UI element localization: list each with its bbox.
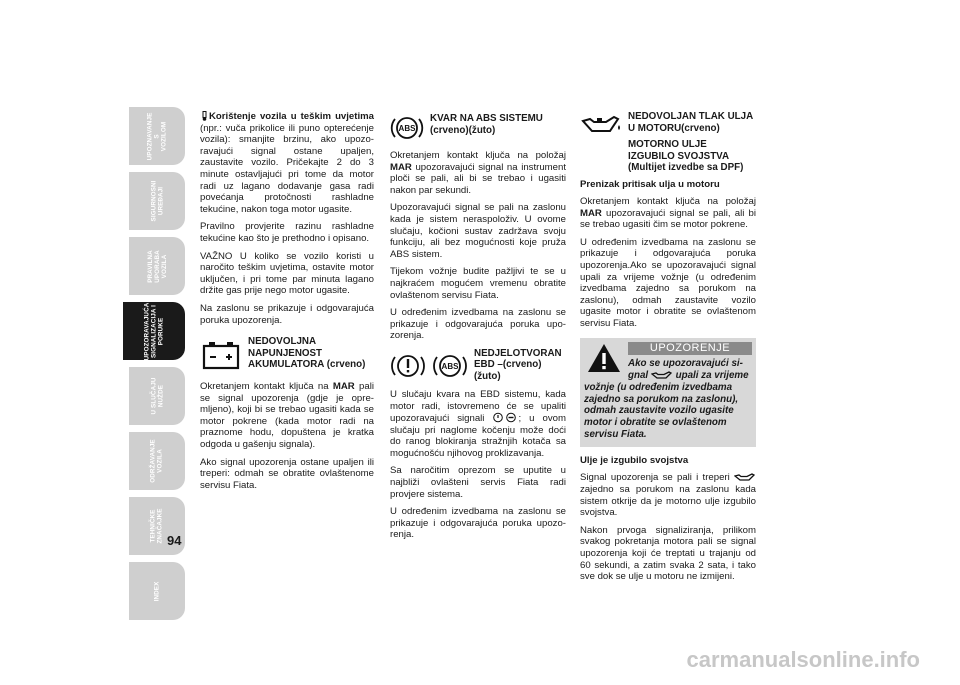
warning-text: Ako se upozoravajući signal upali za vrijeme vožnje (u određenim izvedbama zajedno sa porukom na zaslonu), odmah zaustavite vozilo ugasite motor i obratite se ovlaštenom servisu Fiata. xyxy=(584,358,749,440)
abs-heading: KVAR NA ABS SISTEMU (crveno)(žuto) xyxy=(430,113,543,136)
paragraph: U određenim izvedbama na zaslonu se prikazuje i odgovarajuća poruka upozorenja. xyxy=(390,506,566,541)
thermometer-icon xyxy=(200,111,209,121)
paragraph: Na zaslonu se prikazuje i odgovarajuća poruka upozorenja. xyxy=(200,302,374,326)
column-2 xyxy=(390,111,566,547)
tab-pravilna[interactable]: PRAVILNA UPORABA VOZILA xyxy=(129,237,185,295)
chapter-sidebar xyxy=(129,107,185,627)
column-3 xyxy=(580,111,756,589)
warning-triangle-icon xyxy=(586,342,622,374)
subheading: Prenizak pritisak ulja u motoru xyxy=(580,178,720,190)
paragraph: U slučaju kvara na EBD sistemu, kada motor radi, istovremeno će se upaliti upozoravajući signali ; u ovom slučaju pri naglome kočenju može doći do ranog blokiranja stražnjih kotača sa mogućnošću njihovog proklizavanja. xyxy=(390,388,566,459)
paragraph: Ako signal upozorenja ostane upaljen ili treperi: odmah se obratite ovlaštenome servisu Fiata. xyxy=(200,456,374,491)
tab-sigurnosni[interactable]: SIGURNOSNI UREĐAJI xyxy=(129,172,185,230)
tab-index[interactable]: INDEX xyxy=(129,562,185,620)
warning-title: UPOZORENJE xyxy=(628,342,752,356)
tab-upoznavanje[interactable]: UPOZNAVANJE S VOZILOM xyxy=(129,107,185,165)
paragraph: Okretanjem kontakt ključa na položaj MAR upozoravajući signal na instrument ploči se pali, ali bi se trebao i ugasiti nakon par sekundi. xyxy=(390,150,566,196)
svg-text:ABS: ABS xyxy=(441,361,459,371)
column-1 xyxy=(200,111,374,497)
page-number: 94 xyxy=(167,533,182,548)
ebd-heading: NEDJELOTVORAN EBD –(crveno)(žuto) xyxy=(474,347,562,382)
tab-u-slucaju[interactable]: U SLUČAJU NUŽDE xyxy=(129,367,185,425)
abs-warning-icon xyxy=(390,111,424,145)
paragraph: Tijekom vožnje budite pažljivi te se u najkraćem mogućem vremenu obratite ovlaštenom servisu Fiata. xyxy=(390,266,566,301)
oil-section xyxy=(580,111,756,174)
battery-section xyxy=(200,336,374,376)
paragraph: VAŽNO U koliko se vozilo koristi u naročito teškim uvjetima, ostavite motor uključen, i pri tome par minuta lagano držite gas prije nego motor ugasite. xyxy=(200,250,374,297)
tab-tehnicke[interactable]: TEHNIČKE ZNAČAJKE xyxy=(129,497,185,555)
paragraph: Upozoravajući signal se pali na zaslonu kada je sistem neraspoloživ. U ovome slučaju, kočioni sustav zadržava svoju funkciju, ali bez mogućnosti koje pruža ABS sistem. xyxy=(390,202,566,260)
svg-text:ABS: ABS xyxy=(398,124,416,133)
oil-can-icon xyxy=(580,111,622,139)
brake-warning-icon xyxy=(390,348,426,384)
paragraph: Okretanjem kontakt ključa na položaj MAR upozoravajući signal se pali, ali bi se trebao ugasiti čim se motor pokrene. xyxy=(580,196,756,231)
battery-heading: NEDOVOLJNA NAPUNJENOST AKUMULATORA (crveno) xyxy=(248,336,366,371)
paragraph: Pravilno provjerite razinu rashladne tekućine kao što je prethodno i opisano. xyxy=(200,221,374,244)
paragraph: U određenim izvedbama na zaslonu se prikazuje i odgovarajuća poruka upozorenja.Ako se upozoravajući signal upali za vrijeme vožnje (u određenim izvedbama zajedno sa porukom na zaslonu), odmah zaustavite vozilo ugasite motor i obratite se ovlaštenom servisu Fiata. xyxy=(580,236,756,330)
oil-lost-heading: MOTORNO ULJE IZGUBILO SVOJSTVA (Multijet izvedbe sa DPF) xyxy=(628,139,744,173)
brake-abs-inline-icon xyxy=(492,412,518,423)
oil-can-inline-icon xyxy=(651,370,673,380)
oil-can-inline-icon xyxy=(734,472,756,482)
tab-upozoravajuca[interactable]: UPOZORAVAJUĆA SIGNALIZACIJA I PORUKE xyxy=(123,302,185,360)
tab-odrzavanje[interactable]: ODRŽAVANJE VOZILA xyxy=(129,432,185,490)
ebd-section xyxy=(390,348,566,384)
abs-section xyxy=(390,111,566,145)
paragraph: Nakon prvoga signaliziranja, prilikom svakog pokretanja motora pali se signal upozorenja koji će treptati u trajanju od 60 sekundi, a zatim svaka 2 sata, i tako sve dok se ulje u motoru ne izmijeni. xyxy=(580,524,756,583)
paragraph: Sa naročitim oprezom se uputite u najbliži ovlašteni servis Fiata radi provjere sistema. xyxy=(390,465,566,500)
paragraph: Korištenje vozila u teškim uvjetima (npr.: vuča prikolice ili puno opterećenje vozila): smanjite brzinu, ako upozoravajući signal ostane upaljen, zaustavite vozilo. Pričekajte 2 do 3 minute ostavljajući pri tome da motor radi uz lagano dodavanje gasa radi povećanja protočnosti rashladne tekućine, nakon toga motor ugasite. xyxy=(200,111,374,215)
battery-icon xyxy=(200,336,242,376)
abs-icon xyxy=(432,348,468,384)
oil-heading: NEDOVOLJAN TLAK ULJA U MOTORU(crveno) xyxy=(628,111,753,134)
paragraph: Okretanjem kontakt ključa na MAR pali se signal upozorenja (gdje je opremljeno), koji bi se trebao ugasiti kada se motor pokrene (kada motor radi na praznome hodu, dopuštena je kratka odgoda u gašenju signala). xyxy=(200,381,374,451)
warning-box xyxy=(580,338,756,447)
paragraph: Signal upozorenja se pali i treperi zajedno sa porukom na zaslonu kada sistem otkrije da je motorno ulje izgubilo svojstva. xyxy=(580,472,756,519)
subheading: Ulje je izgubilo svojstva xyxy=(580,454,689,466)
paragraph: U određenim izvedbama na zaslonu se prikazuje i odgovarajuća poruka upozorenja. xyxy=(390,307,566,342)
watermark: carmanualsonline.info xyxy=(686,647,920,672)
